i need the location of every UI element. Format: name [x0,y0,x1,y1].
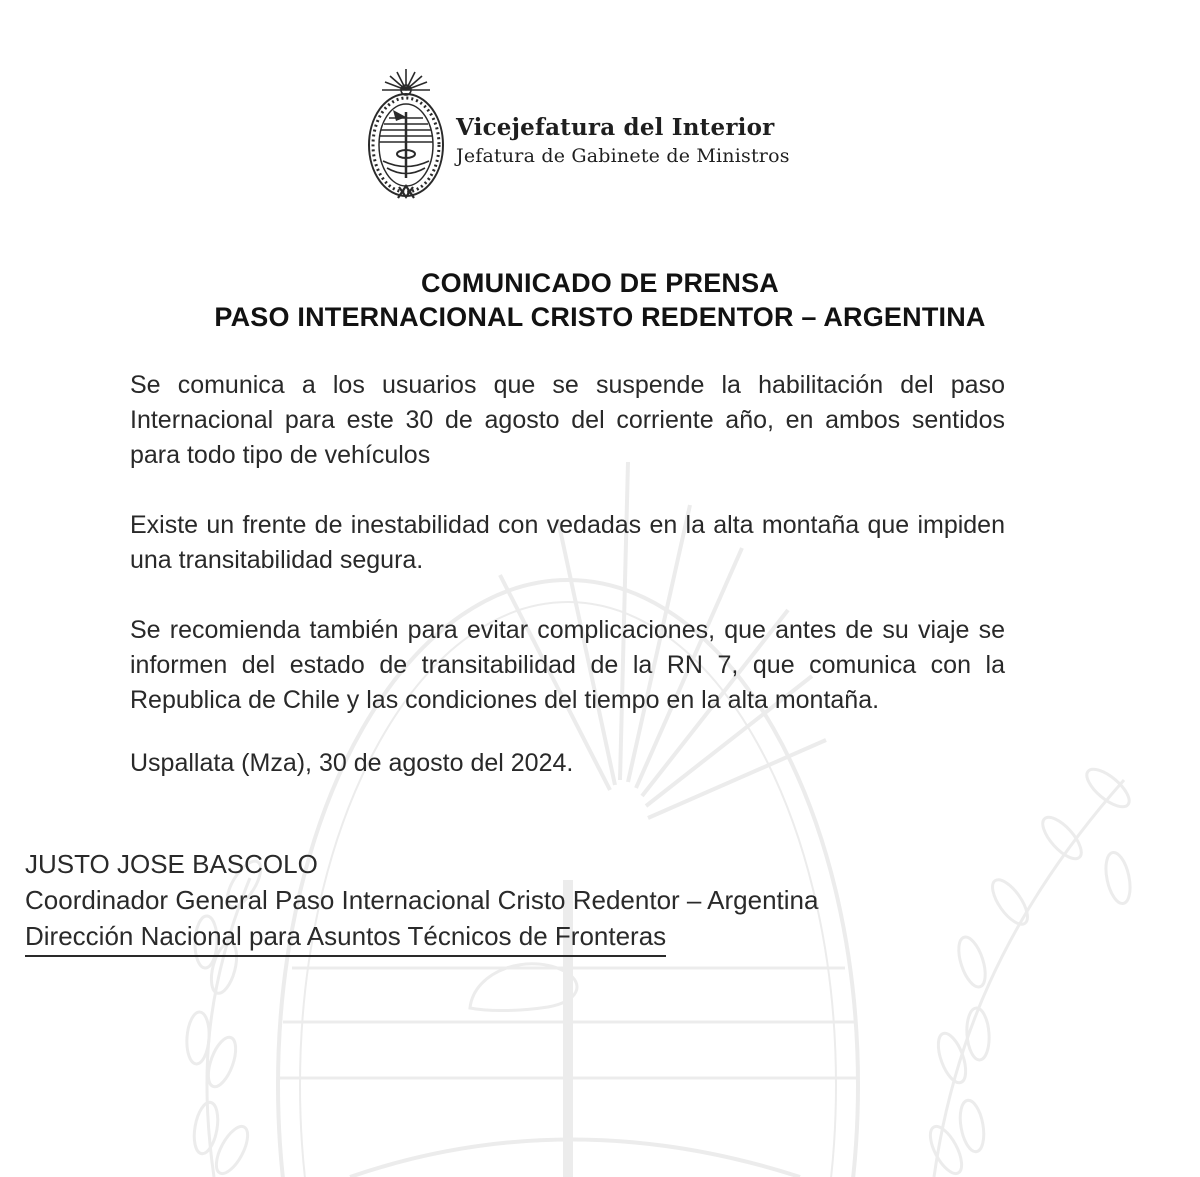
signer-role: Coordinador General Paso Internacional Cristo Redentor – Argentina [25,885,819,915]
paragraph-recommendation: Se recomienda también para evitar complicaciones, que antes de su viaje se informen del estado de transitabilidad de la RN 7, que comunica con la Republica de Chile y las condiciones del tiempo en la alta montaña. [130,616,1005,714]
signer-department: Dirección Nacional para Asuntos Técnicos de Fronteras [25,918,666,957]
org-subtitle: Jefatura de Gabinete de Ministros [456,144,790,167]
signature-block [25,846,818,957]
argentina-coat-of-arms-logo [362,66,450,200]
document-body [130,368,1005,816]
press-release-title [0,266,1200,334]
dateline: Uspallata (Mza), 30 de agosto del 2024. [130,749,574,777]
title-line-2: PASO INTERNACIONAL CRISTO REDENTOR – ARGENTINA [214,302,986,332]
title-line-1: COMUNICADO DE PRENSA [420,268,780,298]
header-institution [456,114,790,167]
signer-name: JUSTO JOSE BASCOLO [25,849,318,879]
org-name: Vicejefatura del Interior [456,114,775,141]
paragraph-suspension: Se comunica a los usuarios que se suspende la habilitación del paso Internacional para este 30 de agosto del corriente año, en ambos sentidos para todo tipo de vehículos [130,371,1005,469]
paragraph-weather: Existe un frente de inestabilidad con vedadas en la alta montaña que impiden una transitabilidad segura. [130,511,1005,574]
